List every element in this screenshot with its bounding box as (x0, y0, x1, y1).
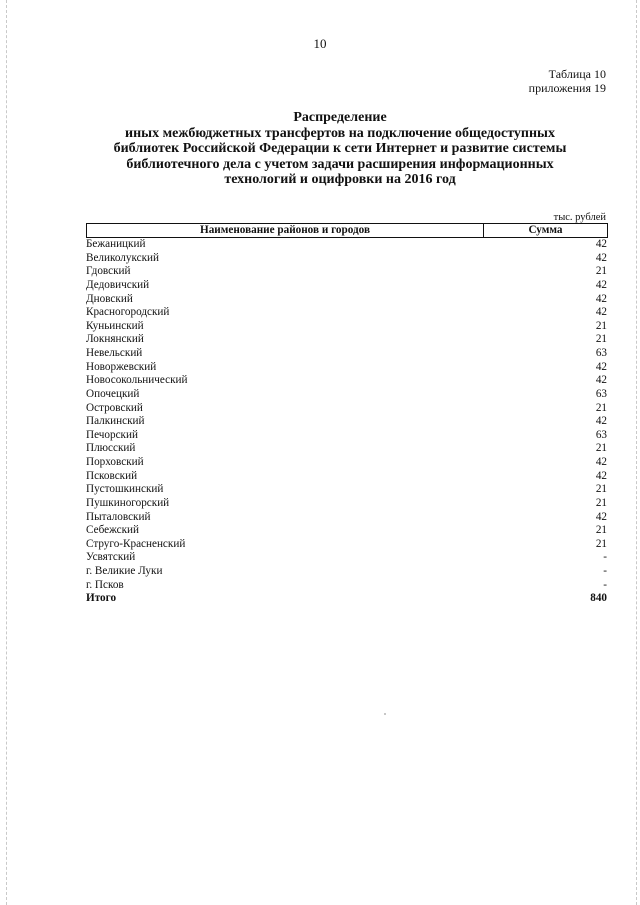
table-row (86, 402, 608, 416)
district-name: Псковский (86, 469, 138, 482)
district-sum: 42 (595, 374, 607, 387)
district-name: Островский (86, 401, 143, 414)
district-name: Палкинский (86, 415, 145, 428)
table-body (86, 238, 608, 592)
table-row (86, 361, 608, 375)
table-row (86, 538, 608, 552)
title-line-5: технологий и оцифровки на 2016 год (224, 172, 456, 187)
table-row (86, 456, 608, 470)
district-name: г. Псков (86, 578, 124, 591)
district-name: Куньинский (86, 319, 144, 332)
district-sum: 42 (595, 306, 607, 319)
table-row (86, 265, 608, 279)
table-header (86, 223, 608, 238)
table-row (86, 347, 608, 361)
district-sum: - (603, 551, 607, 564)
table-row (86, 442, 608, 456)
table-row (86, 470, 608, 484)
table-row (86, 579, 608, 593)
district-name: Пустошкинский (86, 483, 164, 496)
table-row (86, 252, 608, 266)
district-sum: 42 (595, 415, 607, 428)
distribution-table (86, 223, 608, 606)
district-name: Новоржевский (86, 360, 157, 373)
district-sum: 63 (595, 347, 607, 359)
table-reference-line-1: Таблица 10 (548, 67, 606, 81)
district-name: Струго-Красненский (86, 537, 186, 550)
header-sum: Сумма (528, 224, 563, 236)
district-name: Пушкиногорский (86, 496, 170, 509)
table-row (86, 565, 608, 579)
table-row (86, 497, 608, 511)
district-sum: - (603, 565, 607, 577)
district-sum: 63 (595, 428, 607, 441)
district-name: Гдовский (86, 265, 131, 278)
district-name: г. Великие Луки (86, 565, 163, 577)
title-line-4: библиотечного дела с учетом задачи расширения информационных (126, 156, 554, 172)
title-line-1: Распределение (293, 110, 387, 125)
table-row (86, 551, 608, 565)
district-sum: 42 (595, 469, 607, 482)
district-sum: 42 (595, 278, 607, 291)
table-reference-line-2: приложения 19 (528, 81, 606, 95)
scan-edge-right (636, 0, 637, 905)
district-sum: 42 (595, 251, 607, 264)
total-sum: 840 (590, 592, 607, 605)
table-row (86, 279, 608, 293)
district-name: Порховский (86, 456, 144, 468)
district-sum: 63 (595, 387, 607, 400)
district-sum: 42 (595, 456, 607, 468)
table-row (86, 388, 608, 402)
table-row (86, 483, 608, 497)
table-row (86, 320, 608, 334)
district-sum: 42 (595, 238, 607, 250)
table-row (86, 511, 608, 525)
district-name: Невельский (86, 347, 143, 359)
district-sum: - (603, 578, 607, 591)
header-name: Наименование районов и городов (87, 224, 484, 237)
table-row (86, 415, 608, 429)
table-row (86, 524, 608, 538)
table-row (86, 374, 608, 388)
district-sum: 21 (595, 265, 607, 278)
total-row (86, 592, 608, 606)
units-label: тыс. рублей (553, 212, 606, 223)
district-sum: 21 (595, 401, 607, 414)
district-name: Дновский (86, 292, 133, 305)
district-sum: 21 (595, 524, 607, 537)
district-sum: 21 (595, 333, 607, 346)
district-sum: 21 (595, 442, 607, 455)
district-name: Печорский (86, 428, 138, 441)
scan-edge-left (6, 0, 7, 905)
total-label: Итого (86, 592, 117, 605)
district-name: Плюсский (86, 442, 136, 455)
table-reference (529, 67, 606, 95)
district-name: Пыталовский (86, 510, 151, 523)
table-row (86, 429, 608, 443)
title-line-2: иных межбюджетных трансфертов на подключение общедоступных (125, 125, 555, 141)
district-name: Локнянский (86, 333, 144, 346)
district-name: Усвятский (86, 551, 136, 564)
document-title (80, 110, 600, 188)
district-sum: 21 (595, 537, 607, 550)
district-sum: 42 (595, 360, 607, 373)
district-name: Дедовичский (86, 278, 150, 291)
title-line-3: библиотек Российской Федерации к сети Интернет и развитие системы (113, 141, 567, 156)
table-row (86, 293, 608, 307)
district-name: Себежский (86, 524, 139, 537)
scan-speck (384, 713, 386, 715)
table-row (86, 306, 608, 320)
district-sum: 21 (595, 496, 607, 509)
district-sum: 21 (595, 319, 607, 332)
district-sum: 42 (595, 292, 607, 305)
district-sum: 21 (595, 483, 607, 496)
district-name: Красногородский (86, 306, 170, 319)
district-name: Бежаницкий (86, 238, 146, 250)
page-number: 10 (313, 36, 327, 51)
district-name: Великолукский (86, 251, 160, 264)
district-name: Опочецкий (86, 387, 140, 400)
table-row (86, 238, 608, 252)
district-name: Новосокольнический (86, 374, 188, 387)
district-sum: 42 (595, 510, 607, 523)
table-row (86, 333, 608, 347)
